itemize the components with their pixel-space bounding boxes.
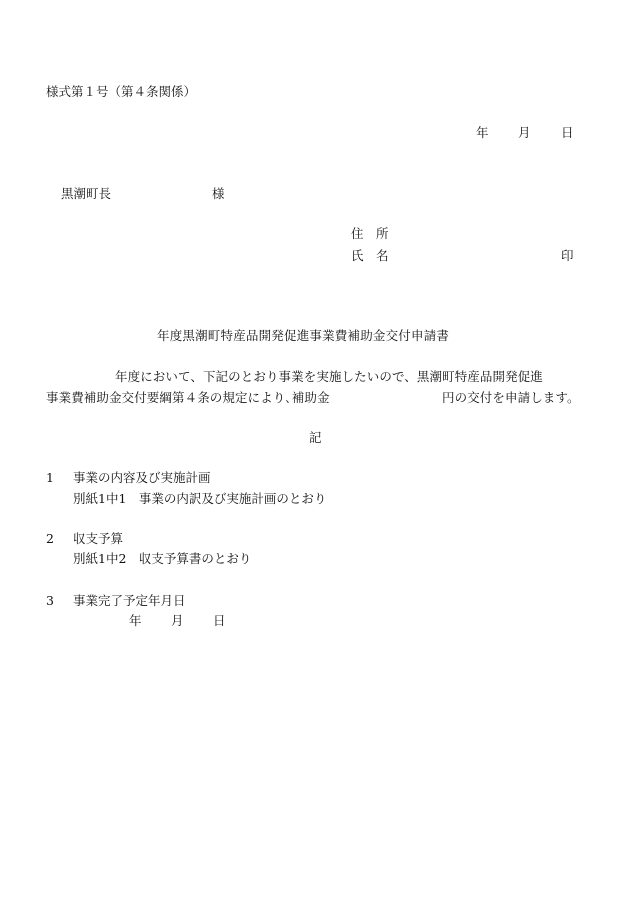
seal-mark: 印 [561,248,574,263]
address-label: 住 所 [351,226,389,241]
item-2-number: 2 [46,531,54,546]
item-1-heading: 事業の内容及び実施計画 [73,470,211,485]
date-year: 年 [476,125,489,140]
completion-year: 年 [129,613,142,628]
item-2-heading: 収支予算 [73,531,124,546]
item-1-detail: 別紙1中1 事業の内訳及び実施計画のとおり [73,491,327,506]
item-1-number: 1 [46,470,54,485]
document-title: 年度黒潮町特産品開発促進事業費補助金交付申請書 [157,328,450,343]
body-line-2a: 事業費補助金交付要綱第４条の規定により､補助金 [46,390,330,405]
body-line-2b: 円の交付を申請します。 [442,390,580,405]
item-2-detail: 別紙1中2 収支予算書のとおり [73,551,252,566]
completion-month: 月 [171,613,184,628]
ki-heading: 記 [309,430,322,445]
form-number: 様式第１号（第４条関係） [46,84,197,99]
date-day: 日 [561,125,574,140]
body-line-1: 年度において、下記のとおり事業を実施したいので、黒潮町特産品開発促進 [115,369,543,384]
name-label: 氏 名 [351,248,389,263]
addressee-name: 黒潮町長 [61,186,112,201]
addressee-honorific: 様 [212,186,225,201]
completion-day: 日 [213,613,226,628]
date-month: 月 [518,125,531,140]
item-3-heading: 事業完了予定年月日 [73,593,186,608]
item-3-number: 3 [46,593,54,608]
